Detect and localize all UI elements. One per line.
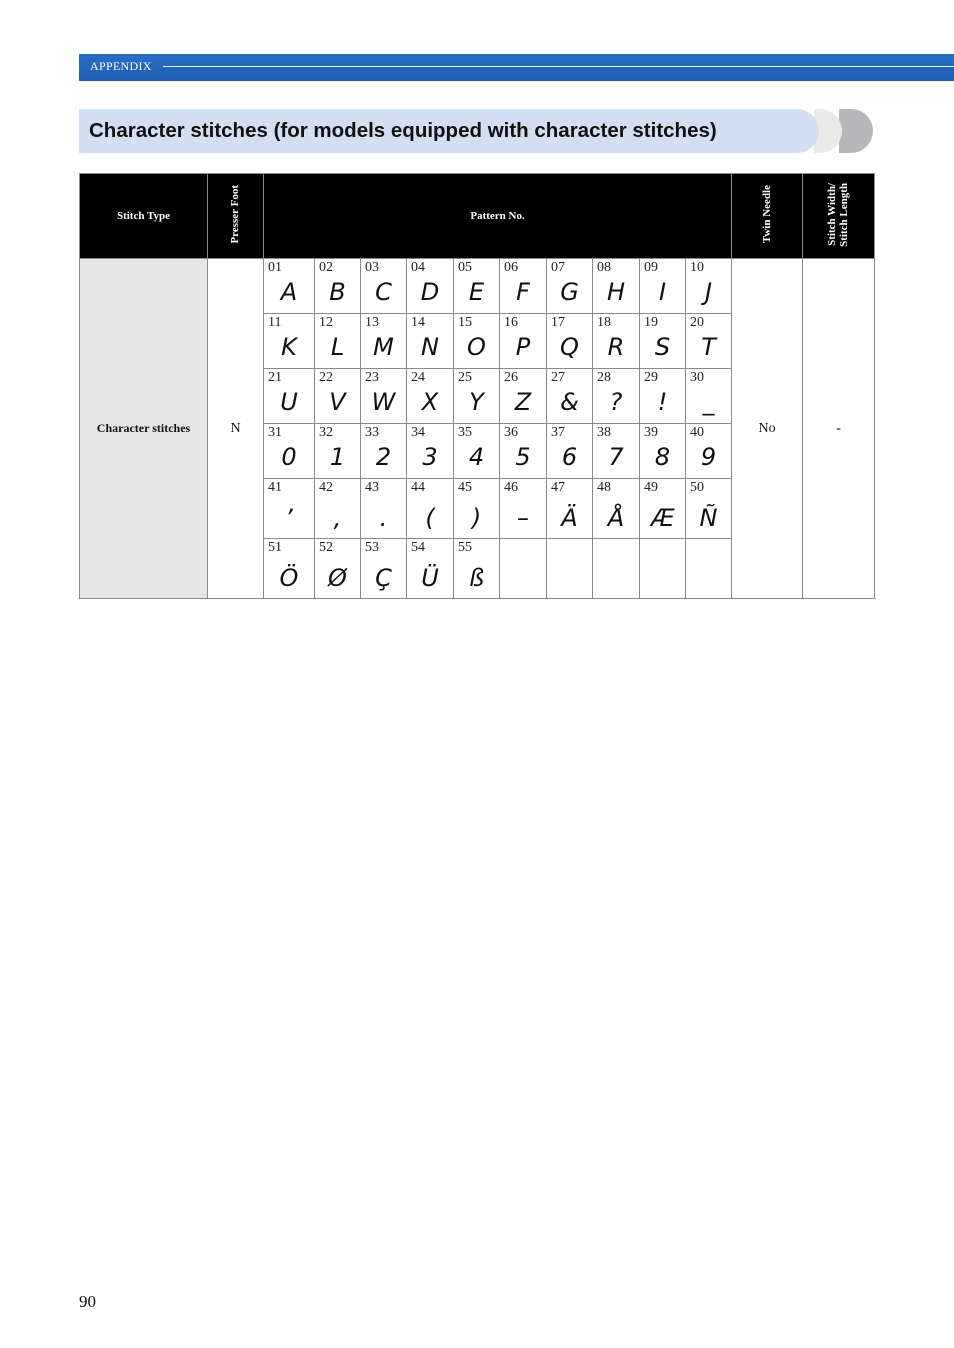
- pattern-number: 55: [458, 540, 472, 555]
- pattern-character: 9: [700, 443, 717, 471]
- pattern-character: S: [654, 333, 671, 361]
- pattern-cell: [640, 314, 686, 369]
- pattern-character: Ä: [561, 504, 578, 532]
- pattern-cell: [500, 479, 547, 539]
- pattern-cell: [361, 369, 407, 424]
- pattern-cell: [593, 424, 640, 479]
- title-tab-dark: [839, 109, 873, 153]
- pattern-character: Æ: [650, 504, 675, 532]
- pattern-cell: [264, 259, 315, 314]
- pattern-character: I: [658, 278, 667, 306]
- pattern-number: 42: [319, 480, 333, 495]
- pattern-cell: [547, 314, 593, 369]
- pattern-cell: [407, 314, 454, 369]
- header-twin-needle: [732, 174, 803, 259]
- pattern-number: 19: [644, 315, 658, 330]
- pattern-cell: [500, 424, 547, 479]
- pattern-cell: [686, 539, 732, 599]
- appendix-header-bar: [79, 54, 954, 81]
- pattern-character: 2: [375, 443, 392, 471]
- presser-foot-cell: N: [208, 259, 264, 599]
- pattern-number: 45: [458, 480, 472, 495]
- pattern-character: K: [281, 333, 297, 361]
- pattern-cell: [547, 539, 593, 599]
- pattern-cell: [361, 424, 407, 479]
- header-presser-foot-label: Presser Foot: [229, 185, 242, 244]
- pattern-number: 41: [268, 480, 282, 495]
- header-twin-needle-label: Twin Needle: [761, 185, 774, 244]
- pattern-number: 21: [268, 370, 282, 385]
- pattern-cell: [454, 424, 500, 479]
- pattern-character: Ø: [328, 564, 347, 592]
- pattern-cell: [500, 259, 547, 314]
- header-stitch-width-label: Stitch Width/: [826, 183, 839, 246]
- pattern-number: 07: [551, 260, 565, 275]
- pattern-character: Ñ: [699, 504, 718, 532]
- pattern-number: 14: [411, 315, 425, 330]
- pattern-number: 27: [551, 370, 565, 385]
- pattern-number: 28: [597, 370, 611, 385]
- pattern-number: 47: [551, 480, 565, 495]
- pattern-cell: [547, 479, 593, 539]
- pattern-character: R: [607, 333, 625, 361]
- pattern-number: 36: [504, 425, 518, 440]
- pattern-character: ’: [285, 504, 293, 532]
- pattern-character: L: [330, 333, 345, 361]
- pattern-character: Y: [469, 388, 484, 416]
- pattern-number: 33: [365, 425, 379, 440]
- header-presser-foot: [208, 174, 264, 259]
- pattern-character: J: [704, 278, 713, 306]
- pattern-character: 8: [654, 443, 671, 471]
- pattern-cell: [500, 314, 547, 369]
- pattern-number: 13: [365, 315, 379, 330]
- character-stitch-table: [79, 173, 875, 599]
- pattern-number: 53: [365, 540, 379, 555]
- pattern-number: 32: [319, 425, 333, 440]
- pattern-cell: [500, 539, 547, 599]
- pattern-character: B: [329, 278, 346, 306]
- pattern-character: 4: [468, 443, 485, 471]
- pattern-character: ): [471, 504, 482, 532]
- pattern-number: 37: [551, 425, 565, 440]
- pattern-character: P: [515, 333, 531, 361]
- pattern-character: _: [702, 388, 715, 416]
- pattern-number: 18: [597, 315, 611, 330]
- pattern-number: 25: [458, 370, 472, 385]
- header-stitch-type: Stitch Type: [80, 174, 208, 259]
- pattern-cell: [264, 479, 315, 539]
- header-rule: [163, 66, 954, 67]
- pattern-cell: [454, 259, 500, 314]
- pattern-cell: [547, 259, 593, 314]
- pattern-character: O: [467, 333, 486, 361]
- header-stitch-width-length: [803, 174, 875, 259]
- pattern-character: 3: [422, 443, 438, 471]
- pattern-number: 43: [365, 480, 379, 495]
- twin-needle-cell: No: [732, 259, 803, 599]
- pattern-cell: [264, 369, 315, 424]
- pattern-character: Ç: [375, 564, 392, 592]
- pattern-row: [80, 259, 875, 314]
- pattern-character: 7: [608, 443, 624, 471]
- pattern-number: 49: [644, 480, 658, 495]
- pattern-cell: [686, 479, 732, 539]
- pattern-cell: [454, 479, 500, 539]
- pattern-number: 30: [690, 370, 704, 385]
- page-number: 90: [79, 1292, 96, 1311]
- pattern-cell: [407, 369, 454, 424]
- pattern-character: (: [425, 504, 435, 532]
- pattern-character: .: [379, 504, 388, 532]
- pattern-number: 15: [458, 315, 472, 330]
- header-stitch-length-label: Stitch Length: [838, 182, 851, 247]
- page-title: Character stitches (for models equipped with character stitches): [89, 119, 717, 142]
- pattern-number: 44: [411, 480, 425, 495]
- header-stitch-width-length-label: [826, 183, 850, 247]
- pattern-cell: [407, 479, 454, 539]
- pattern-cell: [547, 424, 593, 479]
- pattern-cell: [640, 259, 686, 314]
- section-title-banner: [79, 109, 873, 153]
- pattern-cell: [315, 424, 361, 479]
- pattern-number: 29: [644, 370, 658, 385]
- pattern-character: 6: [561, 443, 578, 471]
- pattern-cell: [593, 479, 640, 539]
- pattern-cell: [593, 314, 640, 369]
- pattern-character: Z: [514, 388, 532, 416]
- pattern-character: ,: [333, 504, 342, 532]
- pattern-number: 51: [268, 540, 282, 555]
- table-header-row: [80, 174, 875, 259]
- pattern-character: N: [421, 333, 439, 361]
- pattern-cell: [454, 539, 500, 599]
- pattern-cell: [264, 424, 315, 479]
- pattern-cell: [593, 369, 640, 424]
- pattern-number: 26: [504, 370, 518, 385]
- pattern-cell: [407, 259, 454, 314]
- pattern-number: 24: [411, 370, 425, 385]
- pattern-character: H: [606, 278, 626, 306]
- pattern-number: 54: [411, 540, 425, 555]
- pattern-cell: [361, 479, 407, 539]
- section-label: APPENDIX: [90, 59, 152, 73]
- pattern-number: 09: [644, 260, 658, 275]
- pattern-number: 02: [319, 260, 333, 275]
- pattern-cell: [454, 314, 500, 369]
- pattern-number: 20: [690, 315, 704, 330]
- pattern-cell: [593, 259, 640, 314]
- pattern-character: –: [517, 504, 529, 532]
- pattern-cell: [593, 539, 640, 599]
- pattern-number: 06: [504, 260, 518, 275]
- pattern-number: 08: [597, 260, 611, 275]
- pattern-character: &: [560, 388, 579, 416]
- pattern-number: 01: [268, 260, 282, 275]
- pattern-number: 16: [504, 315, 518, 330]
- pattern-number: 48: [597, 480, 611, 495]
- pattern-number: 40: [690, 425, 704, 440]
- pattern-character: Å: [607, 504, 625, 532]
- pattern-number: 34: [411, 425, 425, 440]
- pattern-number: 46: [504, 480, 518, 495]
- pattern-character: 0: [281, 443, 297, 471]
- pattern-cell: [640, 369, 686, 424]
- pattern-cell: [315, 314, 361, 369]
- pattern-cell: [640, 424, 686, 479]
- pattern-character: T: [701, 333, 716, 361]
- pattern-character: X: [421, 388, 439, 416]
- stitch-type-cell: Character stitches: [80, 259, 208, 599]
- pattern-character: Q: [560, 333, 579, 361]
- pattern-number: 35: [458, 425, 472, 440]
- pattern-cell: [315, 259, 361, 314]
- pattern-cell: [361, 539, 407, 599]
- pattern-cell: [407, 539, 454, 599]
- pattern-character: ?: [609, 388, 623, 416]
- pattern-number: 31: [268, 425, 282, 440]
- pattern-number: 12: [319, 315, 333, 330]
- pattern-cell: [264, 314, 315, 369]
- pattern-cell: [686, 369, 732, 424]
- pattern-character: G: [560, 278, 579, 306]
- pattern-character: F: [516, 278, 530, 306]
- pattern-number: 03: [365, 260, 379, 275]
- header-pattern-no: Pattern No.: [264, 174, 732, 259]
- pattern-character: !: [657, 388, 668, 416]
- pattern-number: 22: [319, 370, 333, 385]
- pattern-character: C: [375, 278, 392, 306]
- pattern-number: 38: [597, 425, 611, 440]
- pattern-cell: [547, 369, 593, 424]
- pattern-character: D: [420, 278, 440, 306]
- pattern-number: 52: [319, 540, 333, 555]
- pattern-cell: [686, 259, 732, 314]
- pattern-cell: [315, 369, 361, 424]
- pattern-cell: [407, 424, 454, 479]
- pattern-number: 11: [268, 315, 282, 330]
- pattern-character: Ü: [421, 564, 439, 592]
- pattern-number: 05: [458, 260, 472, 275]
- pattern-cell: [264, 539, 315, 599]
- pattern-character: A: [280, 278, 298, 306]
- pattern-cell: [315, 479, 361, 539]
- pattern-character: ß: [468, 564, 485, 592]
- pattern-cell: [640, 479, 686, 539]
- pattern-cell: [686, 424, 732, 479]
- pattern-number: 17: [551, 315, 565, 330]
- pattern-number: 10: [690, 260, 704, 275]
- pattern-character: U: [280, 388, 298, 416]
- pattern-cell: [361, 314, 407, 369]
- pattern-character: M: [373, 333, 394, 361]
- pattern-character: Ö: [279, 564, 299, 592]
- pattern-number: 23: [365, 370, 379, 385]
- pattern-cell: [361, 259, 407, 314]
- pattern-cell: [686, 314, 732, 369]
- pattern-cell: [500, 369, 547, 424]
- pattern-character: V: [329, 388, 346, 416]
- stitch-width-length-cell: -: [803, 259, 875, 599]
- pattern-character: 1: [329, 443, 346, 471]
- pattern-number: 50: [690, 480, 704, 495]
- pattern-character: E: [468, 278, 485, 306]
- pattern-number: 04: [411, 260, 425, 275]
- pattern-cell: [315, 539, 361, 599]
- pattern-number: 39: [644, 425, 658, 440]
- pattern-cell: [640, 539, 686, 599]
- pattern-character: 5: [515, 443, 531, 471]
- pattern-character: W: [371, 388, 396, 416]
- pattern-cell: [454, 369, 500, 424]
